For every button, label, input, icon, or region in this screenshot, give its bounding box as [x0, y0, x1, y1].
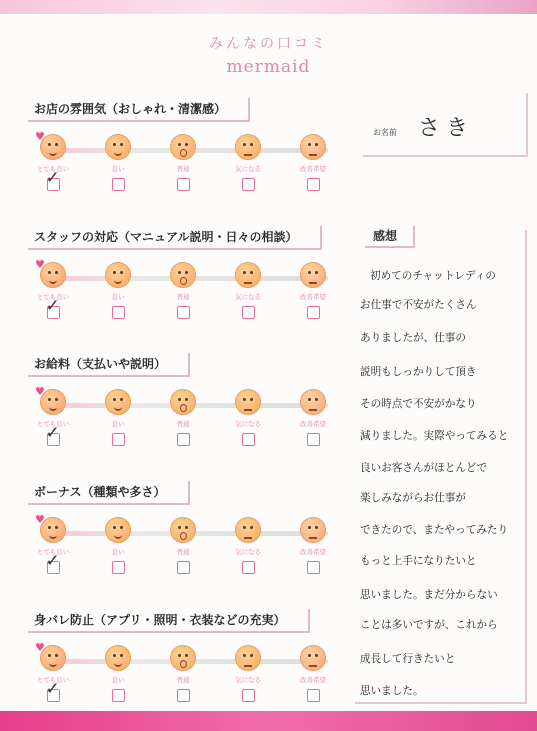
rating-option[interactable] [223, 262, 273, 319]
rating-option[interactable] [288, 389, 338, 446]
rating-option[interactable] [223, 134, 273, 191]
rating-label: とても良い [36, 165, 70, 173]
section-title: 身バレ防止（アプリ・照明・衣装などの充実） [28, 609, 310, 633]
rating-label: 普通 [176, 293, 190, 301]
face-icon [235, 645, 261, 671]
face-icon [105, 389, 131, 415]
impressions-line: 良いお客さんがほとんどで [360, 462, 488, 474]
rating-option[interactable] [158, 517, 208, 574]
face-icon [105, 517, 131, 543]
rating-option[interactable] [158, 134, 208, 191]
impressions-line: 説明もしっかりして頂き [360, 366, 477, 378]
face-icon [300, 389, 326, 415]
rating-section [28, 98, 333, 208]
rating-label: 普通 [176, 165, 190, 173]
rating-checkbox[interactable] [307, 689, 320, 702]
face-icon [170, 262, 196, 288]
section-title: お給料（支払いや説明） [28, 353, 190, 377]
impressions-label: 感想 [365, 226, 415, 248]
rating-label: 普通 [176, 676, 190, 684]
rating-checkbox[interactable] [112, 306, 125, 319]
bottom-decorative-band [0, 711, 537, 731]
heart-icon: ♥ [35, 641, 45, 654]
rating-option[interactable] [28, 258, 78, 319]
name-label: お名前 [373, 128, 397, 137]
rating-checkbox[interactable] [45, 168, 60, 191]
rating-checkbox[interactable] [307, 178, 320, 191]
heart-icon: ♥ [35, 130, 45, 143]
section-title: お店の雰囲気（おしゃれ・清潔感） [28, 98, 250, 122]
impressions-line: その時点で不安がかなり [360, 398, 477, 410]
page-title: みんなの口コミ [209, 36, 328, 52]
face-icon [35, 385, 66, 415]
face-icon [170, 389, 196, 415]
rating-checkbox[interactable] [177, 433, 190, 446]
rating-option[interactable] [28, 513, 78, 574]
rating-label: 普通 [176, 420, 190, 428]
impressions-line: 初めてのチャットレディの [370, 270, 496, 282]
impressions-line: 思いました。 [360, 685, 424, 697]
impressions-line: お仕事で不安がたくさん [360, 299, 477, 311]
rating-option[interactable] [158, 645, 208, 702]
rating-option[interactable] [158, 389, 208, 446]
rating-option[interactable] [28, 385, 78, 446]
face-icon [35, 513, 66, 543]
face-icon [35, 130, 66, 160]
impressions-line: 減りました。実際やってみると [360, 430, 509, 442]
impressions-line: できたので、またやってみたり [360, 524, 509, 536]
rating-section [28, 353, 333, 463]
rating-label: 良い [111, 676, 125, 684]
impressions-line: ありましたが、仕事の [360, 332, 466, 344]
rating-label: 気になる [235, 165, 261, 173]
rating-option[interactable] [223, 645, 273, 702]
rating-label: 気になる [235, 676, 261, 684]
rating-label: とても良い [36, 548, 70, 556]
rating-checkbox[interactable] [307, 306, 320, 319]
face-icon [300, 517, 326, 543]
rating-checkbox[interactable] [177, 561, 190, 574]
rating-option[interactable] [28, 641, 78, 702]
rating-label: 気になる [235, 548, 261, 556]
rating-option[interactable] [288, 262, 338, 319]
check-mark-icon: ✓ [45, 679, 60, 699]
name-value[interactable]: さき [418, 116, 475, 141]
rating-label: 良い [111, 548, 125, 556]
section-title: ボーナス（種類や多さ） [28, 481, 190, 505]
rating-option[interactable] [93, 389, 143, 446]
check-mark-icon: ✓ [45, 296, 60, 316]
rating-label: 普通 [176, 548, 190, 556]
brand-name: mermaid [226, 57, 311, 77]
name-box [363, 93, 528, 157]
impressions-line: 成長して行きたいと [360, 653, 456, 665]
heart-icon: ♥ [35, 385, 45, 398]
rating-option[interactable] [288, 517, 338, 574]
rating-checkbox[interactable] [242, 689, 255, 702]
rating-checkbox[interactable] [45, 551, 60, 574]
section-title: スタッフの対応（マニュアル説明・日々の相談） [28, 226, 322, 250]
check-mark-icon: ✓ [45, 168, 60, 188]
face-icon [35, 258, 66, 288]
face-icon [300, 134, 326, 160]
face-icon [105, 262, 131, 288]
rating-option[interactable] [93, 262, 143, 319]
rating-label: 良い [111, 420, 125, 428]
rating-checkbox[interactable] [112, 178, 125, 191]
rating-checkbox[interactable] [45, 679, 60, 702]
rating-label: 良い [111, 293, 125, 301]
rating-checkbox[interactable] [307, 433, 320, 446]
rating-checkbox[interactable] [242, 178, 255, 191]
heart-icon: ♥ [35, 513, 45, 526]
rating-section [28, 609, 333, 719]
face-icon [235, 517, 261, 543]
rating-label: とても良い [36, 420, 70, 428]
rating-option[interactable] [28, 130, 78, 191]
rating-checkbox[interactable] [45, 296, 60, 319]
impressions-line: 思いました。まだ分からない [360, 589, 498, 601]
impressions-line: もっと上手になりたいと [360, 555, 477, 567]
face-icon [105, 134, 131, 160]
face-icon [105, 645, 131, 671]
rating-label: 改善希望 [300, 420, 326, 428]
rating-option[interactable] [93, 134, 143, 191]
face-icon [235, 262, 261, 288]
rating-option[interactable] [223, 517, 273, 574]
face-icon [300, 645, 326, 671]
rating-label: 改善希望 [300, 293, 326, 301]
rating-option[interactable] [288, 134, 338, 191]
rating-checkbox[interactable] [242, 433, 255, 446]
rating-option[interactable] [223, 389, 273, 446]
heart-icon: ♥ [35, 258, 45, 271]
rating-label: 改善希望 [300, 165, 326, 173]
rating-checkbox[interactable] [177, 306, 190, 319]
rating-option[interactable] [158, 262, 208, 319]
rating-section [28, 226, 333, 336]
rating-label: 改善希望 [300, 548, 326, 556]
face-icon [235, 389, 261, 415]
top-decorative-band [0, 0, 537, 14]
rating-label: 改善希望 [300, 676, 326, 684]
rating-checkbox[interactable] [112, 561, 125, 574]
rating-label: とても良い [36, 293, 70, 301]
rating-option[interactable] [93, 645, 143, 702]
rating-checkbox[interactable] [242, 561, 255, 574]
rating-checkbox[interactable] [45, 423, 60, 446]
rating-checkbox[interactable] [307, 561, 320, 574]
rating-checkbox[interactable] [112, 689, 125, 702]
face-icon [35, 641, 66, 671]
face-icon [170, 134, 196, 160]
face-icon [170, 645, 196, 671]
face-icon [235, 134, 261, 160]
rating-label: 気になる [235, 420, 261, 428]
check-mark-icon: ✓ [45, 551, 60, 571]
rating-label: とても良い [36, 676, 70, 684]
face-icon [300, 262, 326, 288]
rating-label: 良い [111, 165, 125, 173]
rating-section [28, 481, 333, 591]
rating-label: 気になる [235, 293, 261, 301]
rating-checkbox[interactable] [177, 689, 190, 702]
rating-checkbox[interactable] [112, 433, 125, 446]
impressions-line: ことは多いですが、これから [360, 619, 498, 631]
check-mark-icon: ✓ [45, 423, 60, 443]
rating-option[interactable] [288, 645, 338, 702]
face-icon [170, 517, 196, 543]
rating-checkbox[interactable] [177, 178, 190, 191]
impressions-line: 楽しみながらお仕事が [360, 492, 466, 504]
rating-option[interactable] [93, 517, 143, 574]
rating-checkbox[interactable] [242, 306, 255, 319]
